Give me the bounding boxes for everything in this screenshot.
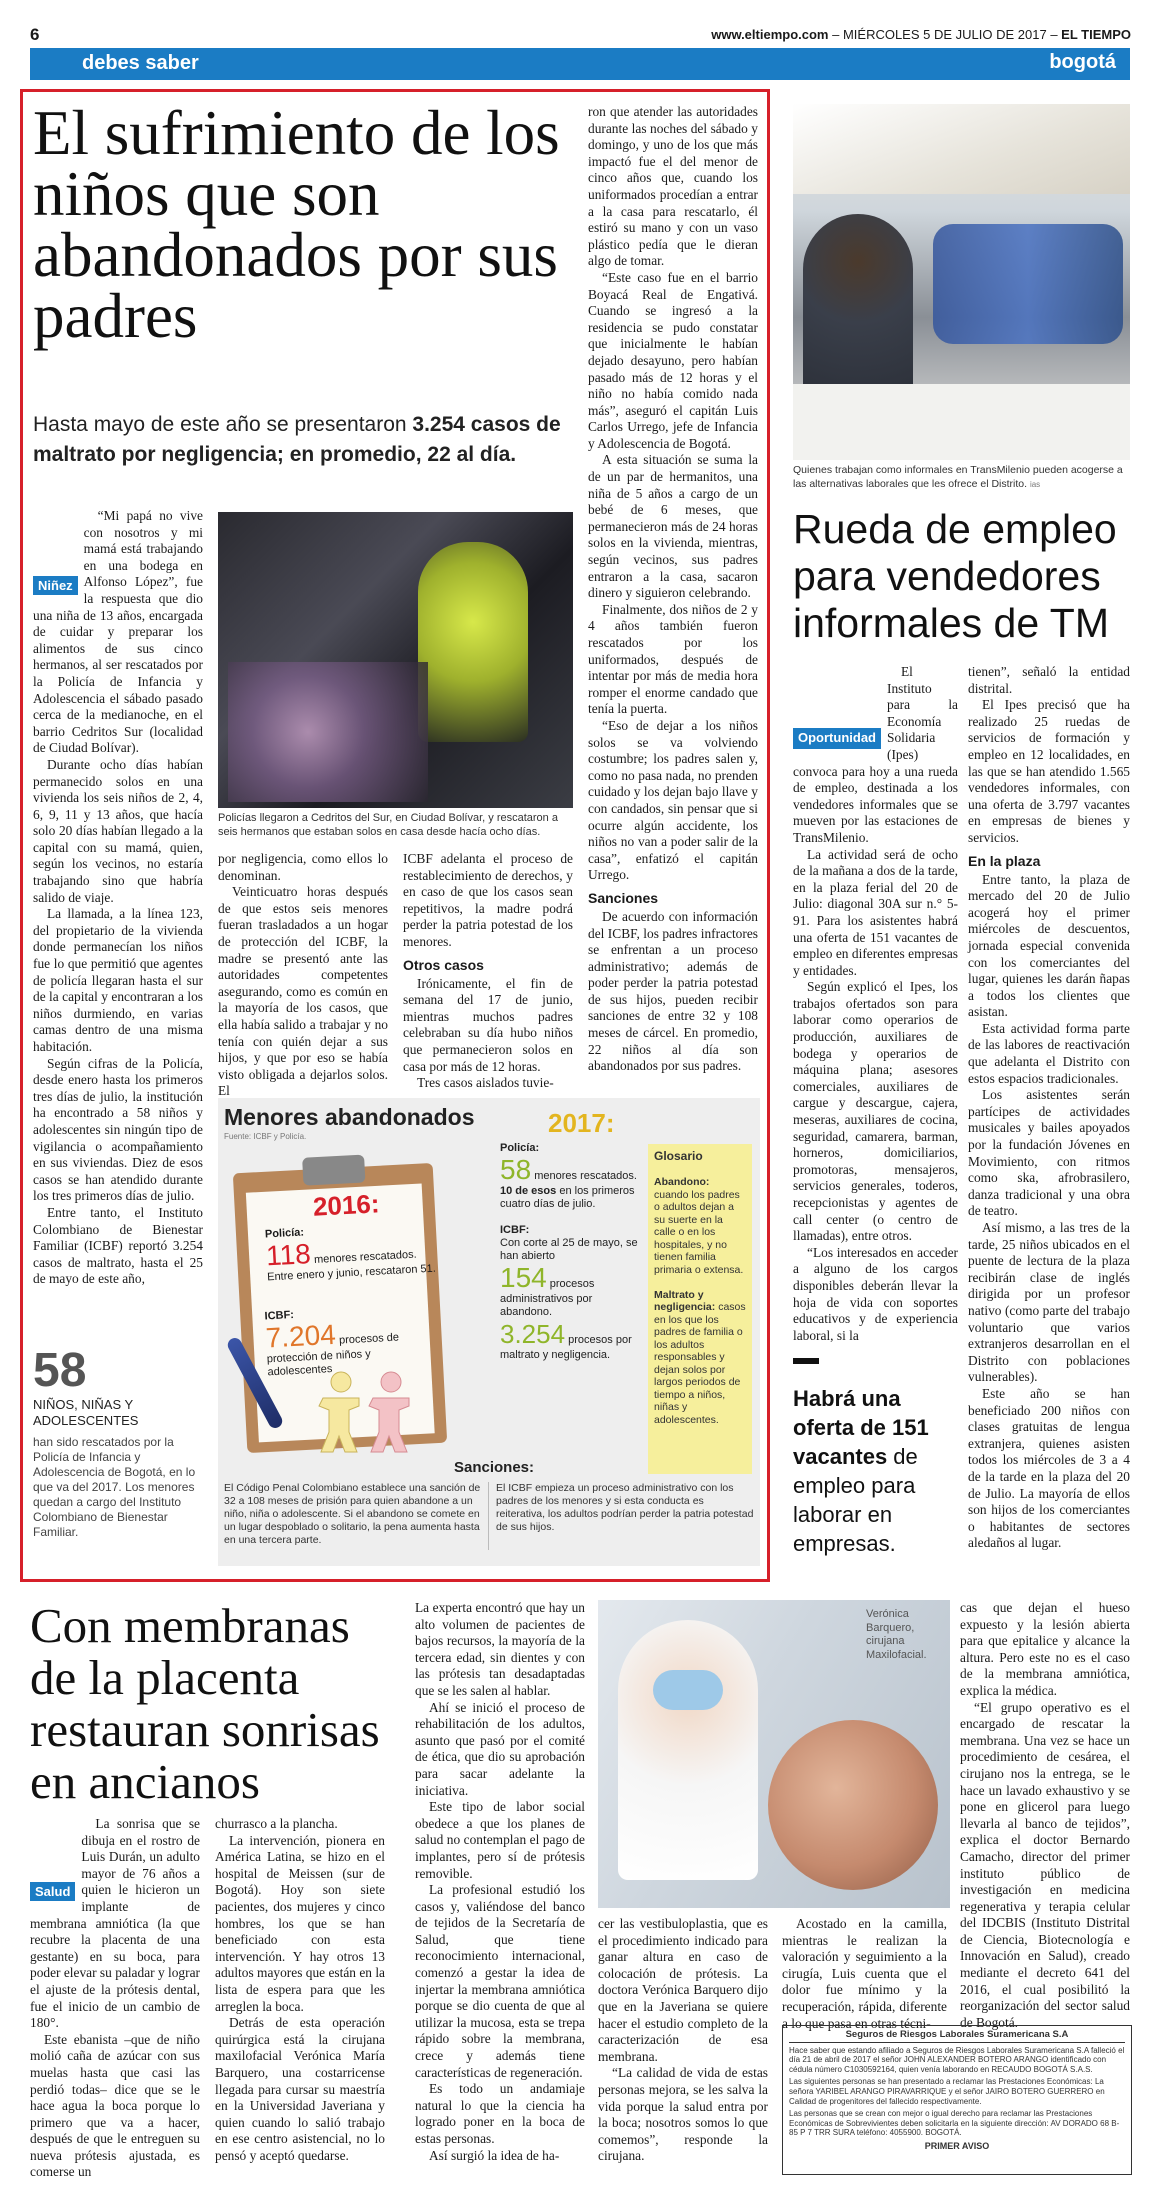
stat-label: NIÑOS, NIÑAS Y ADOLESCENTES <box>33 1397 139 1428</box>
section-tag-oportunidad: Oportunidad <box>793 728 881 749</box>
paragraph: por negligencia, como ellos lo denominan. <box>218 851 388 883</box>
paragraph: Este año se han beneficiado 200 niños con clases gratuitas de lengua extranjera, quienes asisten todos los miércoles de 3 a 4 de la tarde en la plaza del 20 de Julio. La mayoría de ellos son hijos de los comerciantes o habitantes de sectores aledaños al lugar. <box>968 1385 1130 1551</box>
photo-crowd <box>933 224 1123 344</box>
pull-quote <box>793 1384 943 1558</box>
bottom-headline: Con membranas de la placenta restauran sonrisas en ancianos <box>30 1598 380 1809</box>
photo-figure <box>418 542 528 742</box>
paper-dolls-icon <box>313 1368 433 1458</box>
sanciones-divider <box>488 1482 489 1550</box>
paragraph: La sonrisa que se dibuja en el rostro de Luis Durán, un adulto mayor de 76 años a quien le hicieron un implante de membrana amniótica (la que recubre la placenta de una gestante) en su boca, para poder elevar su paladar y lograr el ajuste de la prótesis dental, fue el inicio de un cambio de 180°. <box>30 1816 200 2031</box>
stat-text: han sido rescatados por la Policía de Infancia y Adolescencia de Bogotá, en lo que va del 2017. Los menores quedan a cargo del Instituto Colombiano de Bienestar Familiar. <box>33 1435 196 1539</box>
section-tag-ninez: Niñez <box>33 576 78 595</box>
job-fair-photo <box>793 104 1130 460</box>
paragraph: “Este caso fue en el barrio Boyacá Real de Engativá. Cuando se ingresó a la residencia se pudo constatar que inicialmente le habían dejado desayuno, pero habían pasado más de 12 horas y el niño no había comido nada más”, aseguró el capitán Luis Carlos Urrego, jefe de Infancia y Adolescencia de Bogotá. <box>588 269 758 451</box>
abandono-label: Abandono: <box>654 1176 710 1188</box>
text-154: procesos administrativos por abandono. <box>500 1278 595 1318</box>
subhead-en-la-plaza: En la plaza <box>968 852 1041 869</box>
publication-date: MIÉRCOLES 5 DE JULIO DE 2017 <box>842 27 1047 42</box>
photo-woman <box>803 214 913 404</box>
sancion-1: El Código Penal Colombiano establece una sanción de 32 a 108 meses de prisión para quien abandone a un niño, niña o adolescente. Si el abandono se comete en un lugar despoblado o solitario, la pena aumenta hasta en una tercera parte. <box>224 1482 481 1546</box>
bottom-col-4 <box>598 1916 768 2165</box>
paragraph <box>793 664 958 847</box>
paragraph: Durante ocho días habían permanecido solos en una vivienda los seis niños de 2, 4, 6, 9, 11 y 13 años, que hacía solo 20 días habían llegado a la capital con su mamá, quien, según los vecinos, no estaría trabajando sino que habría salido de viaje. <box>33 756 203 905</box>
legal-notice-p2: Las siguientes personas se han presentado a reclamar las Prestaciones Económicas: La señora YARIBEL ARANGO PIRAVARRIQUE y el señor JAIRO BOTERO GUERRERO en Calidad de progenitores del fallecido respectivamente. <box>789 2077 1105 2106</box>
abandono-text: cuando los padres o adultos dejan a su suerte en la calle o en los hospitales, y no tienen familia primaria o extensa. <box>654 1188 744 1276</box>
main-subhead <box>33 410 578 470</box>
paragraph: Entre tanto, el Instituto Colombiano de Bienestar Familiar (ICBF) reportó 3.254 casos de maltrato, hasta el 25 de mayo de este año, <box>33 1204 203 1287</box>
site-url[interactable]: www.eltiempo.com <box>711 27 829 42</box>
pull-quote-bold: Habrá una oferta de 151 vacantes <box>793 1386 929 1469</box>
legal-notice-p3: Las personas que se crean con mejor o igual derecho para reclamar las Prestaciones Económicas de Sobrevivientes deben solicitarla en la siguiente dirección: AV DORADO 68 B-85 P 7 TRR SURA teléfono: 4055900. BOGOTÁ. <box>789 2109 1120 2138</box>
paragraph: ron que atender las autoridades durante las noches del sábado y domingo, y uno de los que más impactó fue el del menor de cinco años que, cuando los uniformados procedían a entrar a la casa para rescatarlo, él estiró su mano y con un vaso plástico pedía que le dieran algo de tomar. <box>588 104 758 269</box>
side-col-1 <box>793 664 958 1344</box>
paragraph: A esta situación se suma la de un par de hermanitos, una niña de 5 años a cargo de un bebé de 6 meses, que permanecieron más de 24 horas solos en la vivienda, mientras, según vecinos, sus padres entraron a la casa, sacaron dinero y siguieron celebrando. <box>588 452 758 601</box>
legal-notice <box>782 2025 1132 2175</box>
job-fair-caption-text: Quienes trabajan como informales en TransMilenio pueden acogerse a las alternativas laborales que les ofrece el Distrito. <box>793 464 1123 490</box>
bottom-col-3 <box>415 1600 585 2164</box>
legal-notice-footer: PRIMER AVISO <box>924 2140 990 2151</box>
paragraph: Los asistentes serán partícipes de actividades musicales y bailes apoyados por la fundación Jóvenes en Movimiento, con ritmos como ska, afrobrasilero, danza tradicional y una obra de teatro. <box>968 1087 1130 1219</box>
photo-table <box>793 384 1130 460</box>
paragraph: “Mi papá no vive con nosotros y mi mamá está trabajando en una bodega en Alfonso López”, fue la respuesta que dio una niña de 13 años, encargada de cuidar y preparar los alimentos de sus cinco hermanos, al ser rescatados por la Policía de Infancia y Adolescencia el sábado pasado cerca de la medianoche, en el barrio Cedritos Sur (localidad de Ciudad Bolívar). <box>33 508 203 756</box>
bottom-col-5 <box>782 1916 947 2032</box>
stats-2017 <box>500 1142 638 1362</box>
bottom-col-2 <box>215 1816 385 2164</box>
infographic-title: Menores abandonados <box>224 1104 475 1130</box>
masthead-separator: – <box>828 27 843 42</box>
legal-notice-p1: Hace saber que estando afiliado a Seguros de Riesgos Laborales Suramericana S.A falleció el día 21 de abril de 2017 el señor JOHN ALEXANDER BOTERO ARANGO identificado con cédula número C1030592164, quien venía laborando en RECAUDO BOGOTÁ S.A.S. <box>789 2045 1125 2074</box>
legal-notice-title: Seguros de Riesgos Laborales Suramericana S.A <box>789 2030 1125 2043</box>
paragraph: tienen”, señaló la entidad distrital. <box>968 664 1130 696</box>
paragraph: Tres casos aislados tuvie- <box>417 1075 554 1091</box>
main-col-4 <box>588 104 758 1075</box>
job-fair-caption <box>793 464 1130 491</box>
photo-patient <box>768 1720 938 1890</box>
stat-block <box>33 1344 203 1540</box>
text-7204: procesos de protección de niños y adolescentes <box>266 1331 400 1379</box>
glosario-title: Glosario <box>654 1149 703 1163</box>
paragraph: “Eso de dejar a los niños solos se va volviendo costumbre; los padres salen y, como no pasa nada, no prenden cuidado y los dejan bajo llave y con candados, sin pensar que si ocurre algún accidente, los niños no van a poder salir de la casa”, enfatizó el capitán Urrego. <box>588 717 758 883</box>
photo-tent <box>793 104 1130 194</box>
subhead-sanciones: Sanciones <box>588 889 659 906</box>
paragraph: La profesional estudió los casos y, valiéndose del banco de tejidos de la Secretaría de Salud, que tiene reconocimiento internacional, comenzó a gestar la idea de injertar la membrana amniótica porque se dio cuenta de que al utilizar la mucosa, esta se trepa rápido sobre la membrana, crece y además tiene características de regeneración. <box>415 1882 585 2080</box>
text-118b: Entre enero y junio, rescataron 51. <box>266 1262 437 1284</box>
icbf-2017-text: Con corte al 25 de mayo, se han abierto <box>500 1237 638 1262</box>
value-3254: 3.254 <box>500 1319 566 1349</box>
clipboard-clip <box>302 1155 365 1186</box>
photo-surgeon <box>618 1620 758 1880</box>
subhead-bold: 3.254 casos de maltrato por negligencia; en promedio, 22 al día. <box>33 413 561 466</box>
section-bar <box>30 48 1130 80</box>
subhead-otros-casos: Otros casos <box>403 956 484 973</box>
paragraph: Este tipo de labor social obedece a que los planes de salud no contemplan el pago de implantes, pero sí de prótesis removible. <box>415 1799 585 1881</box>
paragraph: Según explicó el Ipes, los trabajos ofertados son para laborar como operarios de producción, auxiliares de bodega y operarios de máquina plana; asesores comerciales, auxiliares de cargue y descargue, cajera, meseras, auxiliares de cocina, seguridad, camarera, barman, horneros, domiciliarios, promotoras, mensajeros, servicios generales, toderos, recepcionistas y agentes de call center (o centro de llamadas), entre otros. <box>793 979 958 1244</box>
bottom-col-1 <box>30 1816 200 2181</box>
masthead-line <box>711 27 1131 42</box>
policia-2016 <box>265 1220 438 1285</box>
main-headline: El sufrimiento de los niños que son abandonados por sus padres <box>33 98 560 351</box>
value-58: 58 <box>500 1154 532 1185</box>
main-col-2 <box>218 851 388 1100</box>
paragraph: La llamada, a la línea 123, del propietario de la vivienda donde permanecían los niños fue lo que permitió que agentes de policía llegaran hasta el sur de la capital y encontraran a los niños durmiendo, en varias camas dentro de una misma habitación. <box>33 906 203 1054</box>
text-58a: menores rescatados. <box>534 1170 637 1182</box>
value-154: 154 <box>500 1262 547 1293</box>
value-118: 118 <box>265 1238 312 1272</box>
paragraph: La actividad será de ocho de la mañana a dos de la tarde, en la plaza ferial del 20 de Julio: diagonal 30A sur n.° 5-91. Para los asistentes habrá una oferta de 151 vacantes de empleo en diferentes empresas y entidades. <box>793 846 958 978</box>
paragraph: Así mismo, a las tres de la tarde, 25 niños ubicados en el puente de lectura de la plaza recibirán clase de inglés dirigida por un profesor nativo (como parte del trabajo voluntario que varios extranjeros desarrollan en el Distrito con poblaciones vulnerables). <box>968 1220 1130 1385</box>
paragraph: Esta actividad forma parte de las labores de reactivación que adelanta el Distrito con estos espacios tradicionales. <box>968 1020 1130 1086</box>
policia-2017-label: Policía: <box>500 1142 540 1154</box>
infographic <box>218 1098 760 1566</box>
city-label: bogotá <box>1049 51 1116 73</box>
maltrato-label: Maltrato y negligencia: <box>654 1288 716 1313</box>
paragraph: Ahí se inició el proceso de rehabilitación de los adultos, asunto que pasó por el comité de ética, que dio su aprobación para sacar adelante la iniciativa. <box>415 1699 585 1798</box>
text-58c: en los primeros cuatro días de julio. <box>500 1185 635 1210</box>
side-col-2 <box>968 664 1130 1552</box>
paragraph: Finalmente, dos niños de 2 y 4 años también fueron rescatados por los uniformados, después de intentar por más de media hora romper el enorme candado que tenía la puerta. <box>588 601 758 717</box>
paragraph: Este ebanista –que de niño molió caña de azúcar con sus muelas hasta que casi las perdió todas– dice que se le hace agua la boca porque lo primero que va a hacer, después de que le entreguen su nueva prótesis ajustada, es comerse un <box>30 2031 200 2180</box>
paragraph: Detrás de esta operación quirúrgica está la cirujana maxilofacial Verónica María Barquero, una costarricense llegada para cursar su maestría en la Universidad Javeriana y quien cuando lo salió trabajo en ese centro asistencial, no lo pensó y aceptó quedarse. <box>215 2015 385 2163</box>
text-118: menores rescatados. <box>313 1248 417 1266</box>
paragraph: Según cifras de la Policía, desde enero hasta los primeros tres días de julio, la institución ha encontrado a 58 niños y adolescentes sin ningún tipo de vigilancia o acompañamiento en sus viviendas. Diez de esos casos se han atendido durante los tres primeros días de julio. <box>33 1055 203 1204</box>
dental-photo-caption: Verónica Barquero, cirujana Maxilofacial. <box>866 1608 927 1661</box>
paragraph: “La calidad de vida de estas personas mejora, se les salva la vida porque la salud entra por la boca; nosotros somos lo que comemos”, responde la cirujana. <box>598 2065 768 2164</box>
paragraph: De acuerdo con información del ICBF, los padres infractores se enfrentan a un proceso administrativo; además de poder perder la patria potestad de sus hijos, pueden recibir sanciones de entre 32 y 108 meses de cárcel. En promedio, 22 niños al día son abandonados por sus padres. <box>588 908 758 1074</box>
year-2017: 2017: <box>548 1108 615 1138</box>
glosario-box <box>648 1144 752 1474</box>
paragraph-text: El Instituto para la Economía Solidaria (Ipes) convoca para hoy a una rueda de empleo, destinada a los vendedores informales que se mueven por las estaciones de TransMilenio. <box>793 664 958 845</box>
paragraph: churrasco a la plancha. <box>215 1816 338 1831</box>
stat-number: 58 <box>33 1344 87 1397</box>
police-rescue-photo <box>218 512 573 808</box>
value-7204: 7.204 <box>264 1318 337 1354</box>
police-photo-caption: Policías llegaron a Cedritos del Sur, en Ciudad Bolívar, y rescataron a seis hermanos que estaban solos en casa desde hacía ocho días. <box>218 812 558 838</box>
section-label: debes saber <box>30 48 215 80</box>
sancion-2: El ICBF empieza un proceso administrativo con los padres de los menores y si esta conducta es reiterativa, los adultos podrían perder la patria potestad de sus hijos. <box>496 1482 754 1533</box>
photo-bed <box>228 662 428 802</box>
icbf-2017-label: ICBF: <box>500 1224 530 1236</box>
paragraph: Veinticuatro horas después de que estos seis menores fueran trasladados a un hogar de protección del ICBF, la madre se presentó ante las autoridades competentes asegurando, como es común en la mayoría de los casos, que ella había salido a trabajar y no tenía con quién dejar a sus hijos, y que por eso se había visto obligada a dejarlos solos. El <box>218 884 388 1099</box>
photo-mask <box>653 1670 723 1710</box>
paragraph: La intervención, pionera en América Latina, se hizo en el hospital de Meissen (sur de Bogotá). Hoy son siete pacientes, dos mujeres y cinco hombres, los que se han beneficiado con esta intervención. Y hay otros 13 adultos mayores que están en la lista de espera para que les arreglen la boca. <box>215 1832 385 2014</box>
paragraph: Así surgió la idea de ha- <box>429 2147 560 2163</box>
text-3254: procesos por maltrato y negligencia. <box>500 1334 632 1361</box>
side-headline: Rueda de empleo para vendedores informales de TM <box>793 506 1117 646</box>
page-number: 6 <box>30 25 40 44</box>
policia-2016-label: Policía: <box>264 1226 305 1241</box>
paragraph: Es todo un andamiaje natural lo que la ciencia ha logrado poner en la boca de estas personas. <box>415 2081 585 2146</box>
icbf-2016-label: ICBF: <box>264 1308 295 1323</box>
paragraph: cas que dejan el hueso expuesto y la lesión abierta para que epitalice y alcance la altura. Pero este no es el caso de la membrana amniótica, explica la médica. <box>960 1600 1130 1698</box>
sanciones-title: Sanciones: <box>454 1459 535 1476</box>
year-2016: 2016: <box>312 1188 381 1222</box>
masthead-separator: – <box>1046 27 1062 42</box>
paragraph: “Los interesados en acceder a alguno de los cargos disponibles deberán llevar la hoja de vida con soportes educativos y de experiencia laboral, si la <box>793 1244 958 1343</box>
paragraph: cer las vestibuloplastia, que es el procedimiento indicado para ganar altura en caso de colocación de prótesis. La doctora Verónica Barquero dijo que en la Javeriana se quiere hacer el estudio completo de la caracterización de esa membrana. <box>598 1916 768 2064</box>
infographic-source: Fuente: ICBF y Policía. <box>224 1132 307 1141</box>
paragraph: ICBF adelanta el proceso de restablecimiento de derechos, y en caso de que los casos sean repetitivos, la madre podrá perder la patria potestad de los menores. <box>403 851 573 949</box>
paragraph: El Ipes precisó que ha realizado 25 ruedas de servicios de formación y empleo en 12 localidades, en las que se han atendido 1.565 vendedores informales, con una oferta de 3.797 vacantes en empresas de bienes y servicios. <box>968 697 1130 845</box>
paragraph: Irónicamente, el fin de semana del 17 de junio, mientras muchos padres celebraban su día hubo niños que permanecieron solos en casa por más de 12 horas. <box>403 975 573 1074</box>
pull-quote-regular: de empleo para laborar en empresas. <box>793 1444 918 1556</box>
pull-quote-rule <box>793 1358 819 1364</box>
text-58b: 10 de esos <box>500 1185 557 1197</box>
photo-credit: ias <box>1029 479 1041 489</box>
paragraph: La experta encontró que hay un alto volumen de pacientes de bajos recursos, la mayoría de la tercera edad, sin dientes y con las prótesis tan desadaptadas que se les salen al hablar. <box>415 1600 585 1698</box>
brand-name: EL TIEMPO <box>1061 27 1131 42</box>
paragraph: “El grupo operativo es el encargado de rescatar la membrana. Una vez se hace un procedimiento de cesárea, el cirujano nos la entrega, se le hace un lavado exhaustivo y se pone en glicerol para luego llevarla al banco de tejidos”, explica el doctor Bernardo Camacho, director del primer instituto público de investigación en medicina regenerativa y terapia celular del IDCBIS (Instituto Distrital de Ciencia, Biotecnología e Innovación en Salud), creado mediante el decreto 641 del 2016, el cual posibilitó la reorganización del sector salud de Bogotá. <box>960 1699 1130 2030</box>
main-col-1 <box>33 508 203 1288</box>
paragraph: Acostado en la camilla, mientras le realizan la valoración y seguimiento a la cirugía, Luis cuenta que el dolor fue mínimo y la recuperación, rápida, diferente a lo que pasa en otras técni- <box>782 1916 947 2031</box>
paragraph: Entre tanto, la plaza de mercado del 20 de Julio acogerá hoy el primer miércoles de descuentos, jornada especial convenida con los comerciantes del lugar, quienes les darán ñapas a todos los clientes que asistan. <box>968 871 1130 1020</box>
main-col-3 <box>403 851 573 1092</box>
bottom-col-6 <box>960 1600 1130 2031</box>
subhead-text: Hasta mayo de este año se presentaron <box>33 413 413 436</box>
maltrato-text: casos en los que los padres de familia o los adultos responsables y dejan solos por largos periodos de tiempo a niños, niñas y adolescentes. <box>654 1301 746 1426</box>
section-tag-salud: Salud <box>30 1882 75 1901</box>
